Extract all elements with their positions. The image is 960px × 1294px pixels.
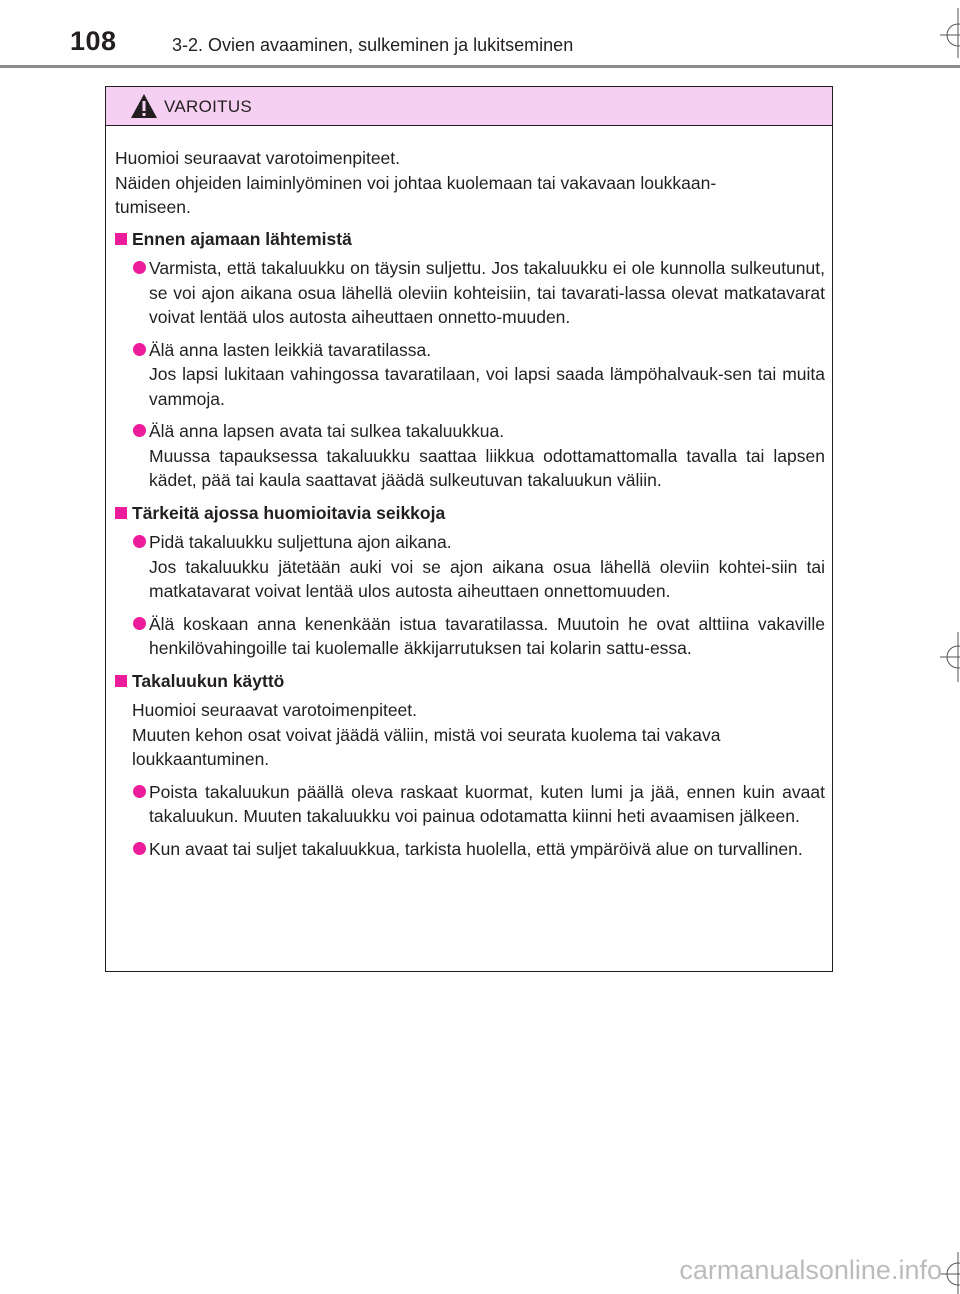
list-item-text: Jos lapsi lukitaan vahingossa tavaratilaan, voi lapsi saada lämpöhalvauk-sen tai muita vammoja. [149, 364, 825, 409]
warning-triangle-icon [130, 93, 158, 119]
page-number: 108 [70, 26, 117, 56]
intro-line: loukkaantuminen. [132, 749, 270, 769]
crop-mark-icon [930, 632, 960, 662]
section-heading-text: Ennen ajamaan lähtemistä [132, 228, 352, 249]
list-item [115, 837, 825, 862]
warning-header [106, 87, 832, 126]
circle-bullet-icon [133, 261, 146, 274]
list-item [115, 780, 825, 829]
warning-intro [115, 146, 825, 220]
watermark: carmanualsonline.info [679, 1255, 942, 1285]
warning-title: VAROITUS [164, 97, 253, 116]
list-item-text: Varmista, että takaluukku on täysin suljettu. Jos takaluukku ei ole kunnolla sulkeutunut, se voi ajon aikana osua lähellä oleviin kohteisiin, tai tavarati-lassa olevat matkatavarat voivat lentää ulos autosta aiheuttaen onnetto-muuden. [149, 258, 825, 327]
warning-body [106, 126, 832, 861]
section-heading [115, 227, 825, 252]
intro-line: Huomioi seuraavat varotoimenpiteet. [132, 700, 418, 720]
square-bullet-icon [115, 675, 127, 687]
intro-line: Huomioi seuraavat varotoimenpiteet. [115, 148, 401, 168]
list-item-text: Poista takaluukun päällä oleva raskaat kuormat, kuten lumi ja jää, ennen kuin avaat takaluukun. Muuten takaluukku voi painua odotamatta kiinni heti avaamisen jälkeen. [149, 781, 825, 826]
square-bullet-icon [115, 507, 127, 519]
square-bullet-icon [115, 233, 127, 245]
section-heading [115, 501, 825, 526]
section-heading-text: Tärkeitä ajossa huomioitavia seikkoja [132, 502, 446, 523]
list-item-text: Muussa tapauksessa takaluukku saattaa liikkua odottamattomalla tavalla tai lapsen kädet, pää tai kaula saattavat jäädä sulkeutuvan takaluukun väliin. [149, 445, 825, 490]
circle-bullet-icon [133, 785, 146, 798]
intro-line: Muuten kehon osat voivat jäädä väliin, mistä voi seurata kuolema tai vakava [132, 724, 721, 745]
circle-bullet-icon [133, 424, 146, 437]
section-intro [115, 698, 825, 772]
list-item [115, 256, 825, 330]
list-item-text: Älä anna lasten leikkiä tavaratilassa. [149, 339, 432, 360]
list-item-text: Älä koskaan anna kenenkään istua tavaratilassa. Muutoin he ovat alttiina vakaville henkilövahingoille tai kuolemalle äkkijarrutuksen tai kolarin sattu-essa. [149, 613, 825, 658]
intro-line: Näiden ohjeiden laiminlyöminen voi johtaa kuolemaan tai vakavaan loukkaan- [115, 172, 717, 193]
circle-bullet-icon [133, 535, 146, 548]
list-item-text: Jos takaluukku jätetään auki voi se ajon aikana osua lähellä oleviin kohtei-siin tai matkatavarat voivat lentää ulos autosta aiheuttaen onnettomuuden. [149, 556, 825, 601]
list-item [115, 530, 825, 604]
list-item [115, 338, 825, 412]
crop-mark-icon [930, 8, 960, 38]
circle-bullet-icon [133, 343, 146, 356]
list-item [115, 419, 825, 493]
circle-bullet-icon [133, 617, 146, 630]
list-item-text: Kun avaat tai suljet takaluukkua, tarkista huolella, että ympäröivä alue on turvallinen. [149, 838, 803, 859]
chapter-title: 3-2. Ovien avaaminen, sulkeminen ja lukitseminen [172, 35, 574, 55]
section-heading [115, 669, 825, 694]
list-item-text: Pidä takaluukku suljettuna ajon aikana. [149, 532, 452, 552]
warning-box [105, 86, 833, 972]
intro-line: tumiseen. [115, 197, 191, 217]
section-heading-text: Takaluukun käyttö [132, 670, 285, 691]
list-item-text: Älä anna lapsen avata tai sulkea takaluukkua. [149, 421, 505, 441]
header-rule [0, 65, 960, 68]
circle-bullet-icon [133, 842, 146, 855]
list-item [115, 612, 825, 661]
